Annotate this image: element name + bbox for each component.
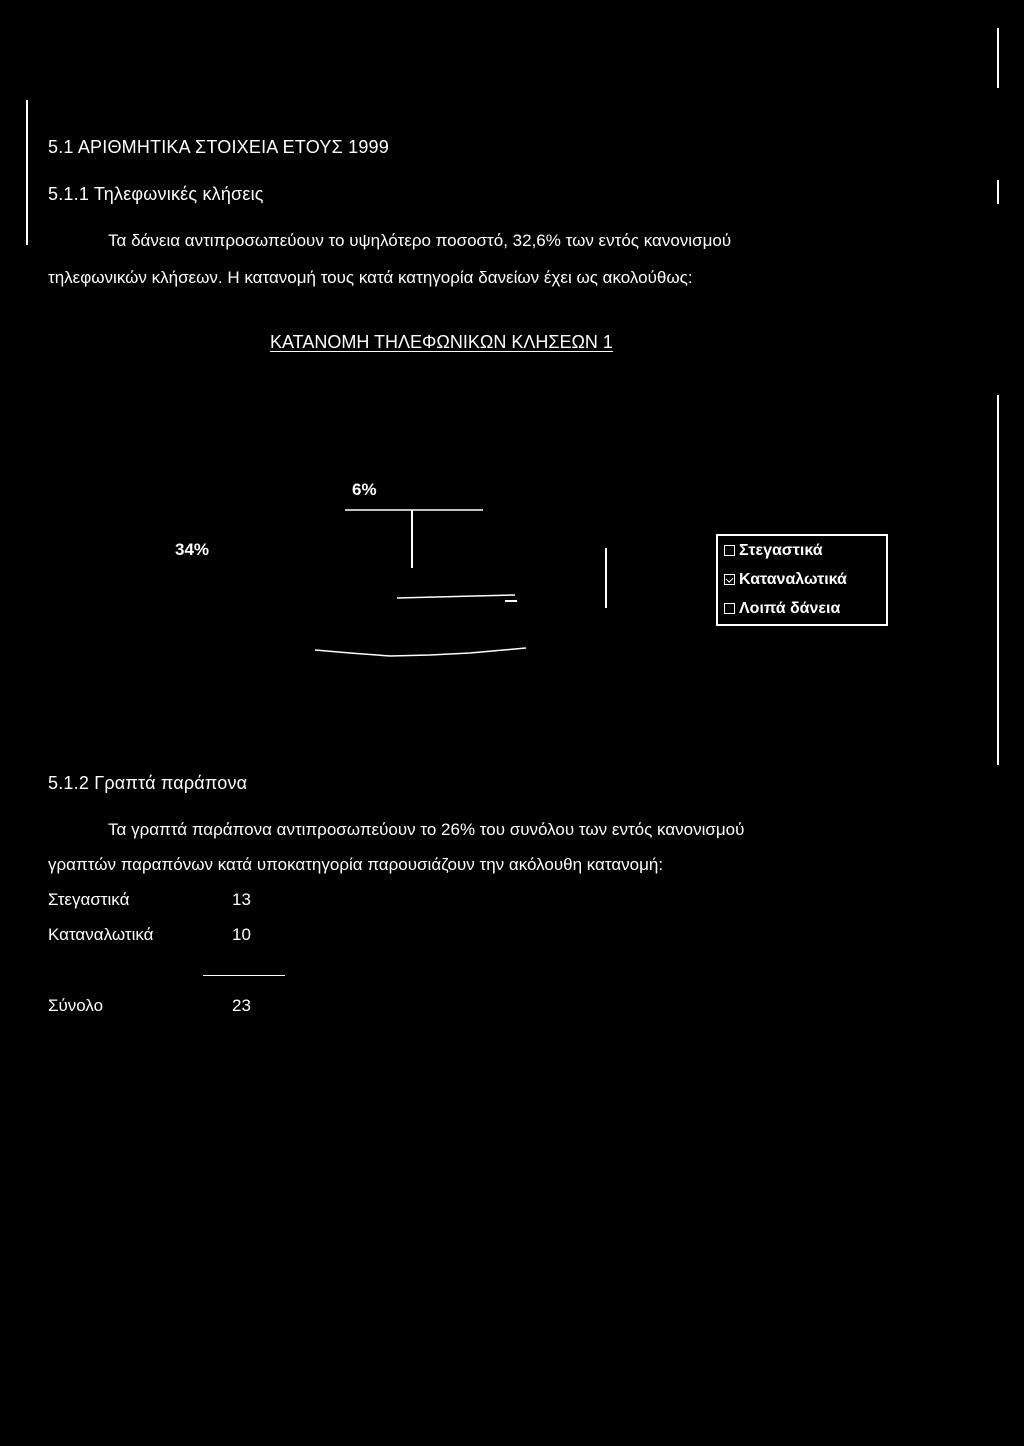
subsection-title-written-complaints: 5.1.2 Γραπτά παράπονα bbox=[48, 773, 248, 793]
complaints-paragraph-line-1: Τα γραπτά παράπονα αντιπροσωπεύουν το 26% του συνόλου των εντός κανονισμού bbox=[108, 820, 745, 839]
slice-edge-bottom bbox=[315, 648, 526, 656]
complaints-paragraph-line-2: γραπτών παραπόνων κατά υποκατηγορία παρουσιάζουν την ακόλουθη κατανομή: bbox=[48, 855, 664, 874]
legend-label-housing: Στεγαστικά bbox=[739, 542, 823, 559]
legend-swatch-empty-icon bbox=[724, 545, 735, 556]
legend-swatch-empty-icon bbox=[724, 603, 735, 614]
chart-legend bbox=[716, 534, 888, 626]
slice-edge-mid bbox=[397, 595, 515, 598]
complaints-row-housing-value: 13 bbox=[232, 890, 251, 909]
subsection-title-phone-calls: 5.1.1 Τηλεφωνικές κλήσεις bbox=[48, 184, 264, 204]
legend-item-consumer bbox=[724, 571, 847, 589]
data-label-top: 6% bbox=[352, 480, 377, 499]
legend-item-other bbox=[724, 600, 840, 618]
legend-label-other: Λοιπά δάνεια bbox=[739, 600, 841, 617]
phone-paragraph-line-1: Τα δάνεια αντιπροσωπεύουν το υψηλότερο ποσοστό, 32,6% των εντός κανονισμού bbox=[108, 231, 732, 250]
data-label-left: 34% bbox=[175, 540, 210, 559]
legend-swatch-hatched-icon bbox=[724, 574, 735, 585]
phone-paragraph-line-2: τηλεφωνικών κλήσεων. Η κατανομή τους κατά κατηγορία δανείων έχει ως ακολούθως: bbox=[48, 268, 693, 287]
complaints-total-value: 23 bbox=[232, 996, 251, 1015]
complaints-total-label: Σύνολο bbox=[48, 996, 104, 1015]
chart-title: ΚΑΤΑΝΟΜΗ ΤΗΛΕΦΩΝΙΚΩΝ ΚΛΗΣΕΩΝ 1 bbox=[270, 332, 613, 352]
total-divider bbox=[203, 975, 285, 976]
legend-label-consumer: Καταναλωτικά bbox=[739, 571, 847, 588]
complaints-row-housing-label: Στεγαστικά bbox=[48, 890, 130, 909]
complaints-row-consumer-value: 10 bbox=[232, 925, 251, 944]
complaints-row-consumer-label: Καταναλωτικά bbox=[48, 925, 154, 944]
legend-item-housing bbox=[724, 542, 823, 560]
section-title: 5.1 ΑΡΙΘΜΗΤΙΚΑ ΣΤΟΙΧΕΙΑ ΕΤΟΥΣ 1999 bbox=[48, 137, 389, 157]
